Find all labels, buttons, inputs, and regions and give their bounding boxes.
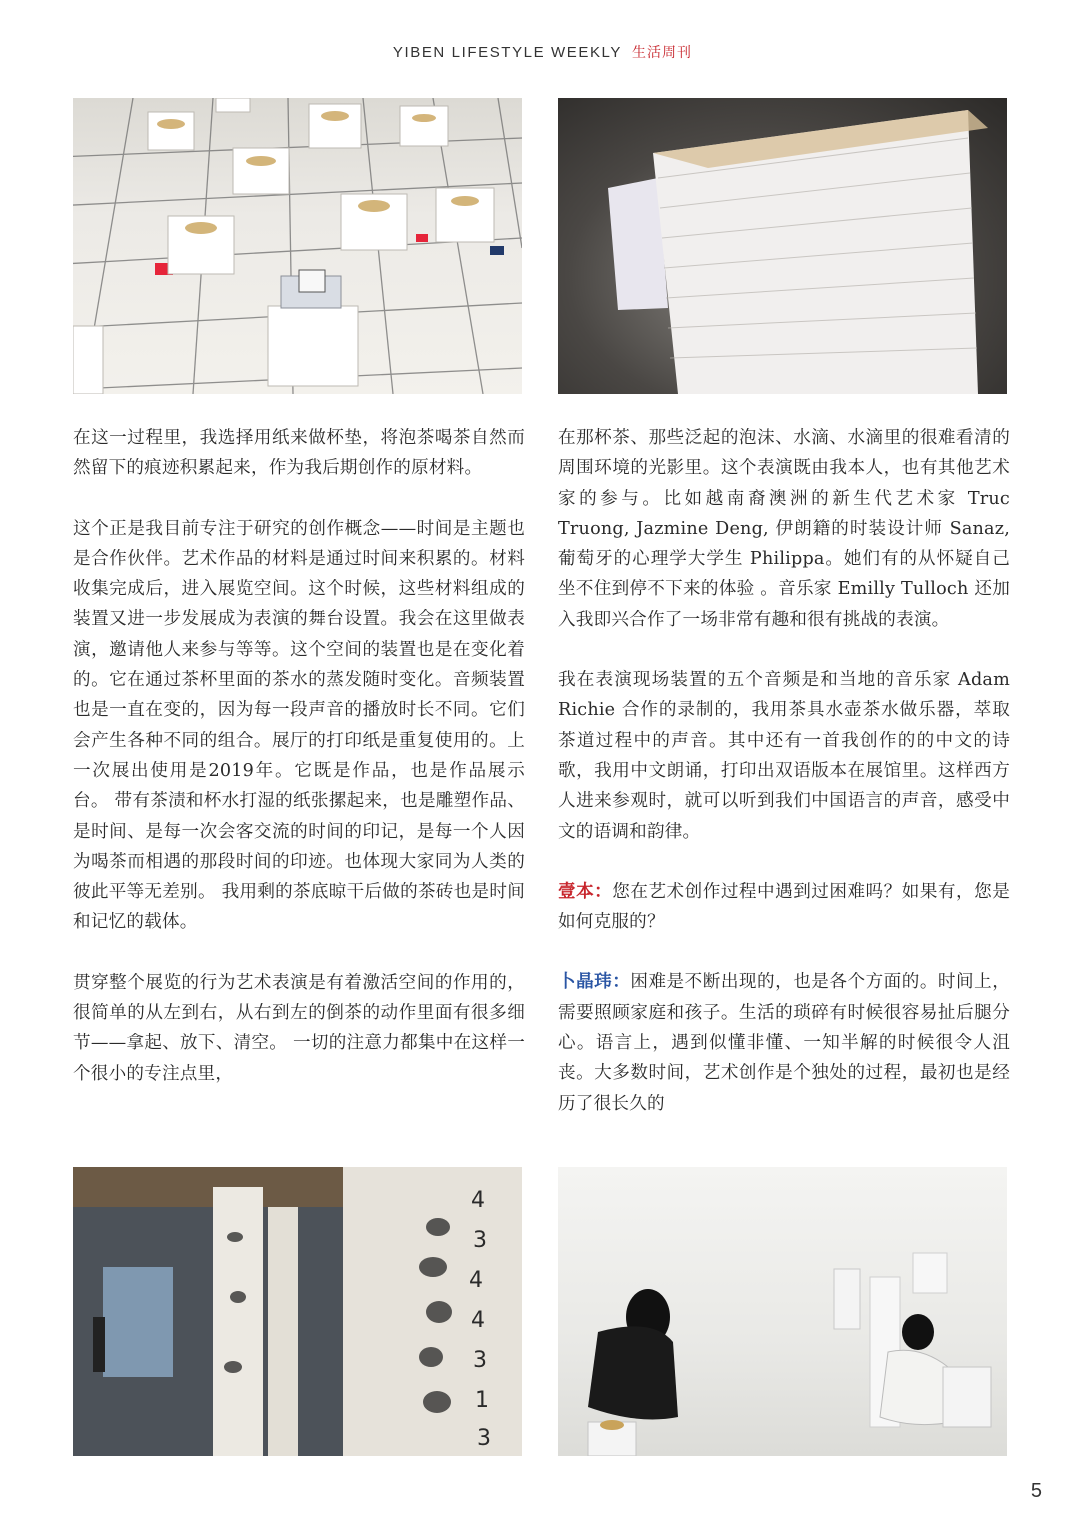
photo-tea-performance bbox=[558, 1167, 1007, 1456]
paragraph: 在这一过程里，我选择用纸来做杯垫，将泡茶喝茶自然而然留下的痕迹积累起来，作为我后期创作的原材料。 bbox=[73, 428, 525, 479]
question-text: 您在艺术创作过程中遇到过困难吗？如果有，您是如何克服的？ bbox=[558, 881, 1010, 933]
scroll-number: 3 bbox=[473, 1348, 487, 1373]
photo-paper-stack bbox=[558, 98, 1007, 394]
scroll-number: 1 bbox=[475, 1388, 489, 1413]
scroll-number: 4 bbox=[469, 1268, 483, 1293]
paragraph: 在那杯茶、那些泛起的泡沫、水滴、水滴里的很难看清的周围环境的光影里。这个表演既由我本人，也有其他艺术家的参与。比如越南裔澳洲的新生代艺术家 Truc Truong, Jazmine Deng, 伊朗籍的时装设计师 Sanaz, 葡萄牙的心理学大学生 Philippa。她们有的从怀疑自己坐不住到停不下来的体验 。音乐家 Emilly Tulloch 还加入我即兴合作了一场非常有趣和很有挑战的表演。 bbox=[558, 428, 1010, 630]
scroll-number: 4 bbox=[471, 1308, 485, 1333]
photo-paper-grid-installation bbox=[73, 98, 522, 394]
paragraph: 我在表演现场装置的五个音频是和当地的音乐家 Adam Richie 合作的录制的，我用茶具水壶茶水做乐器，萃取茶道过程中的声音。其中还有一首我创作的的中文的诗歌，我用中文朗诵，打印出双语版本在展馆里。这样西方人进来参观时，就可以听到我们中国语言的声音，感受中文的语调和韵律。 bbox=[558, 670, 1010, 842]
right-text-column bbox=[558, 423, 1010, 1149]
paragraph: 这个正是我目前专注于研究的创作概念——时间是主题也是合作伙伴。艺术作品的材料是通过时间来积累的。材料收集完成后，进入展览空间。这个时候，这些材料组成的装置又进一步发展成为表演的舞台设置。我会在这里做表演，邀请他人来参与等等。这个空间的装置也是在变化着的。它在通过茶杯里面的茶水的蒸发随时变化。音频装置也是一直在变的，因为每一段声音的播放时长不同。它们会产生各种不同的组合。展厅的打印纸是重复使用的。上一次展出使用是2019年。它既是作品，也是作品展示台。 带有茶渍和杯水打湿的纸张摞起来，也是雕塑作品、是时间、是每一次会客交流的时间的印记，是每一个人因为喝茶而相遇的那段时间的印迹。也体现大家同为人类的彼此平等无差别。 我用剩的茶底晾干后做的茶砖也是时间和记忆的载体。 bbox=[73, 518, 525, 933]
interview-question bbox=[558, 877, 1010, 938]
header-title-cn: 生活周刊 bbox=[632, 45, 692, 61]
header-title-en: YIBEN LIFESTYLE WEEKLY bbox=[392, 44, 622, 61]
page-number: 5 bbox=[1030, 1480, 1042, 1502]
scroll-number: 3 bbox=[477, 1426, 491, 1451]
photo-ink-scrolls bbox=[73, 1167, 522, 1456]
question-label: 壹本： bbox=[558, 881, 613, 902]
scroll-number: 3 bbox=[473, 1228, 487, 1253]
interview-answer bbox=[558, 967, 1010, 1118]
magazine-header bbox=[393, 42, 692, 62]
answer-label: 卜晶玮： bbox=[558, 972, 631, 993]
left-text-column bbox=[73, 423, 525, 1119]
paragraph: 贯穿整个展览的行为艺术表演是有着激活空间的作用的，很简单的从左到右，从右到左的倒茶的动作里面有很多细节——拿起、放下、清空。 一切的注意力都集中在这样一个很小的专注点里， bbox=[73, 972, 525, 1084]
answer-text: 困难是不断出现的，也是各个方面的。时间上，需要照顾家庭和孩子。生活的琐碎有时候很容易扯后腿分心。语言上，遇到似懂非懂、一知半解的时候很令人沮丧。大多数时间，艺术创作是个独处的过程，最初也是经历了很长久的 bbox=[558, 972, 1010, 1114]
scroll-number: 4 bbox=[471, 1188, 485, 1213]
